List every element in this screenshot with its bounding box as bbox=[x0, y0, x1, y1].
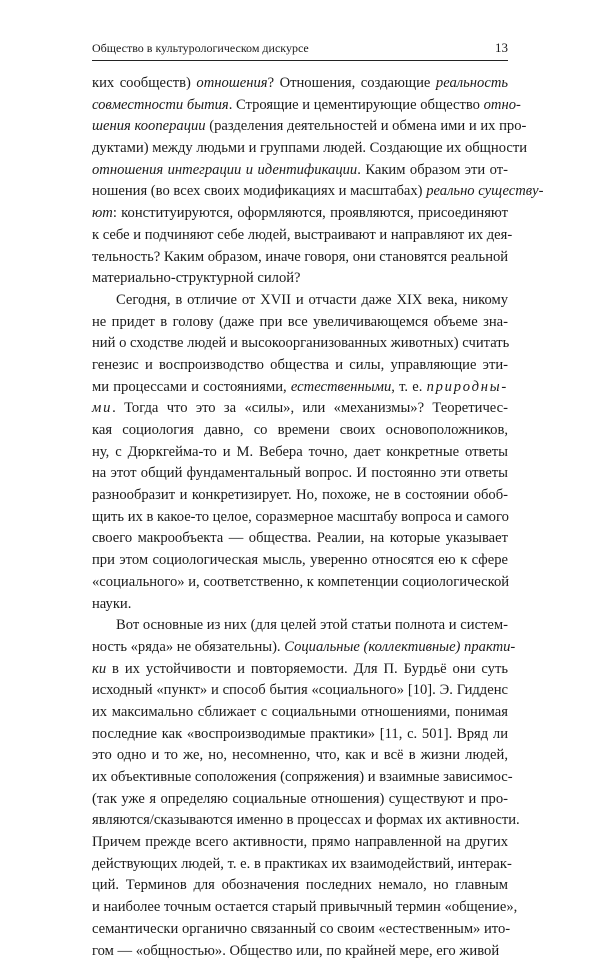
text-line bbox=[92, 181, 508, 203]
text-line bbox=[92, 420, 508, 442]
text-line bbox=[92, 355, 508, 377]
text-segment: дуктами) между людьми и группами людей. Создающие их общности bbox=[92, 140, 527, 156]
text-line bbox=[92, 832, 508, 854]
text-segment: «социального» и, соответственно, к компетенции социологической bbox=[92, 574, 509, 590]
text-line bbox=[92, 398, 508, 420]
text-segment: Вот основные из них (для целей этой статьи полнота и систем- bbox=[116, 617, 508, 633]
text-line bbox=[92, 268, 508, 290]
text-segment: исходный «пункт» и способ бытия «социального» [10]. Э. Гидденс bbox=[92, 682, 508, 698]
italic-segment: Социальные (коллективные) практи- bbox=[284, 639, 515, 655]
italic-segment: естественными bbox=[291, 379, 391, 395]
text-line bbox=[92, 810, 508, 832]
text-line bbox=[92, 572, 508, 594]
page-number: 13 bbox=[495, 40, 508, 56]
text-segment: это одно и то же, но, несомненно, что, как и всё в жизни людей, bbox=[92, 747, 508, 763]
text-segment: при этом социологическая мысль, уверенно относятся ею к сфере bbox=[92, 552, 508, 568]
text-line bbox=[92, 73, 508, 95]
text-segment: и наиболее точным остается старый привычный термин «общение», bbox=[92, 899, 517, 915]
text-segment: кая социология давно, со времени своих основоположников, bbox=[92, 422, 508, 438]
italic-segment: отно- bbox=[484, 97, 521, 113]
text-segment: ций. Терминов для обозначения последних немало, но главным bbox=[92, 877, 508, 893]
text-segment: их максимально сближает с социальными отношениями, понимая bbox=[92, 704, 508, 720]
text-segment: . Каким образом эти от- bbox=[357, 162, 508, 178]
text-segment: последние как «воспроизводимые практики» [11, с. 501]. Вряд ли bbox=[92, 726, 508, 742]
text-segment: . Строящие и цементирующие общество bbox=[229, 97, 484, 113]
text-segment: : конституируются, оформляются, проявляются, присоединяют bbox=[113, 205, 508, 221]
body-text bbox=[92, 73, 508, 962]
text-segment: гом — «общностью». Общество или, по крайней мере, его живой bbox=[92, 943, 499, 959]
italic-segment: отношения интеграции и идентификации bbox=[92, 162, 357, 178]
italic-segment: ют bbox=[92, 205, 113, 221]
text-line bbox=[92, 312, 508, 334]
text-segment: их объективные соположения (сопряжения) и взаимные зависимос- bbox=[92, 769, 513, 785]
text-segment: ну, с Дюркгейма-то и М. Вебера точно, дает конкретные ответы bbox=[92, 444, 508, 460]
text-segment: (разделения деятельностей и обмена ими и их про- bbox=[206, 118, 527, 134]
italic-segment: природны- bbox=[427, 379, 508, 395]
text-line bbox=[92, 463, 508, 485]
text-line bbox=[92, 225, 508, 247]
text-segment: являются/сказываются именно в процессах и формах их активности. bbox=[92, 812, 520, 828]
italic-segment: ки bbox=[92, 661, 106, 677]
text-segment: в их устойчивости и повторяемости. Для П. Бурдьё они суть bbox=[106, 661, 508, 677]
text-line bbox=[92, 875, 508, 897]
text-segment: к себе и подчиняют себе людей, выстраивают и направляют их дея- bbox=[92, 227, 512, 243]
text-segment: генезис и воспроизводство общества и силы, управляющие эти- bbox=[92, 357, 508, 373]
text-segment: ность «ряда» не обязательны). bbox=[92, 639, 284, 655]
text-line bbox=[92, 594, 508, 616]
text-line bbox=[92, 702, 508, 724]
text-segment: ? Отношения, создающие bbox=[268, 75, 436, 91]
text-line bbox=[92, 116, 508, 138]
text-segment: Сегодня, в отличие от XVII и отчасти даже XIX века, никому bbox=[116, 292, 508, 308]
text-segment: (так уже я определяю социальные отношения) существуют и про- bbox=[92, 791, 508, 807]
text-line bbox=[92, 333, 508, 355]
text-line bbox=[92, 247, 508, 269]
text-segment: разнообразит и конкретизирует. Но, похоже, не в состоянии обоб- bbox=[92, 487, 508, 503]
header-title: Общество в культурологическом дискурсе bbox=[92, 41, 309, 56]
text-line bbox=[92, 724, 508, 746]
text-segment: , т. е. bbox=[391, 379, 426, 395]
text-segment: своего макрообъекта — общества. Реалии, на которые указывает bbox=[92, 530, 508, 546]
text-line bbox=[92, 680, 508, 702]
text-line bbox=[92, 659, 508, 681]
text-segment: тельность? Каким образом, иначе говоря, они становятся реальной bbox=[92, 249, 508, 265]
text-segment: на этот общий фундаментальный вопрос. И постоянно эти ответы bbox=[92, 465, 508, 481]
italic-segment: реально существу- bbox=[426, 183, 543, 199]
text-line bbox=[92, 138, 508, 160]
text-line bbox=[92, 941, 508, 962]
text-segment: не придет в голову (даже при все увеличивающемся объеме зна- bbox=[92, 314, 508, 330]
text-line bbox=[92, 615, 508, 637]
running-header bbox=[92, 38, 508, 61]
text-line bbox=[92, 290, 508, 312]
italic-segment: реальность bbox=[436, 75, 508, 91]
text-line bbox=[92, 897, 508, 919]
text-segment: ношения (во всех своих модификациях и масштабах) bbox=[92, 183, 426, 199]
text-segment: щить их в какое-то целое, соразмерное масштабу вопроса и самого bbox=[92, 509, 509, 525]
text-segment: Причем прежде всего активности, прямо направленной на других bbox=[92, 834, 508, 850]
text-segment: науки. bbox=[92, 596, 131, 612]
italic-segment: совместности бытия bbox=[92, 97, 229, 113]
text-line bbox=[92, 507, 508, 529]
text-line bbox=[92, 637, 508, 659]
text-line bbox=[92, 789, 508, 811]
text-line bbox=[92, 919, 508, 941]
italic-segment: отношения bbox=[196, 75, 267, 91]
text-segment: действующих людей, т. е. в практиках их взаимодействий, интерак- bbox=[92, 856, 512, 872]
text-line bbox=[92, 203, 508, 225]
text-line bbox=[92, 854, 508, 876]
text-segment: ний о сходстве людей и высокоорганизованных животных) считать bbox=[92, 335, 509, 351]
text-line bbox=[92, 745, 508, 767]
text-segment: материально-структурной силой? bbox=[92, 270, 301, 286]
text-line bbox=[92, 377, 508, 399]
text-line bbox=[92, 485, 508, 507]
text-line bbox=[92, 442, 508, 464]
text-line bbox=[92, 528, 508, 550]
text-segment: семантически органично связанный со своим «естественным» ито- bbox=[92, 921, 510, 937]
text-segment: ких сообществ) bbox=[92, 75, 196, 91]
text-segment: . Тогда что это за «силы», или «механизмы»? Теоретичес- bbox=[112, 400, 508, 416]
text-segment: ми процессами и состояниями, bbox=[92, 379, 291, 395]
italic-segment: шения кооперации bbox=[92, 118, 206, 134]
italic-segment: ми bbox=[92, 400, 112, 416]
text-line bbox=[92, 550, 508, 572]
text-line bbox=[92, 160, 508, 182]
text-line bbox=[92, 95, 508, 117]
text-line bbox=[92, 767, 508, 789]
